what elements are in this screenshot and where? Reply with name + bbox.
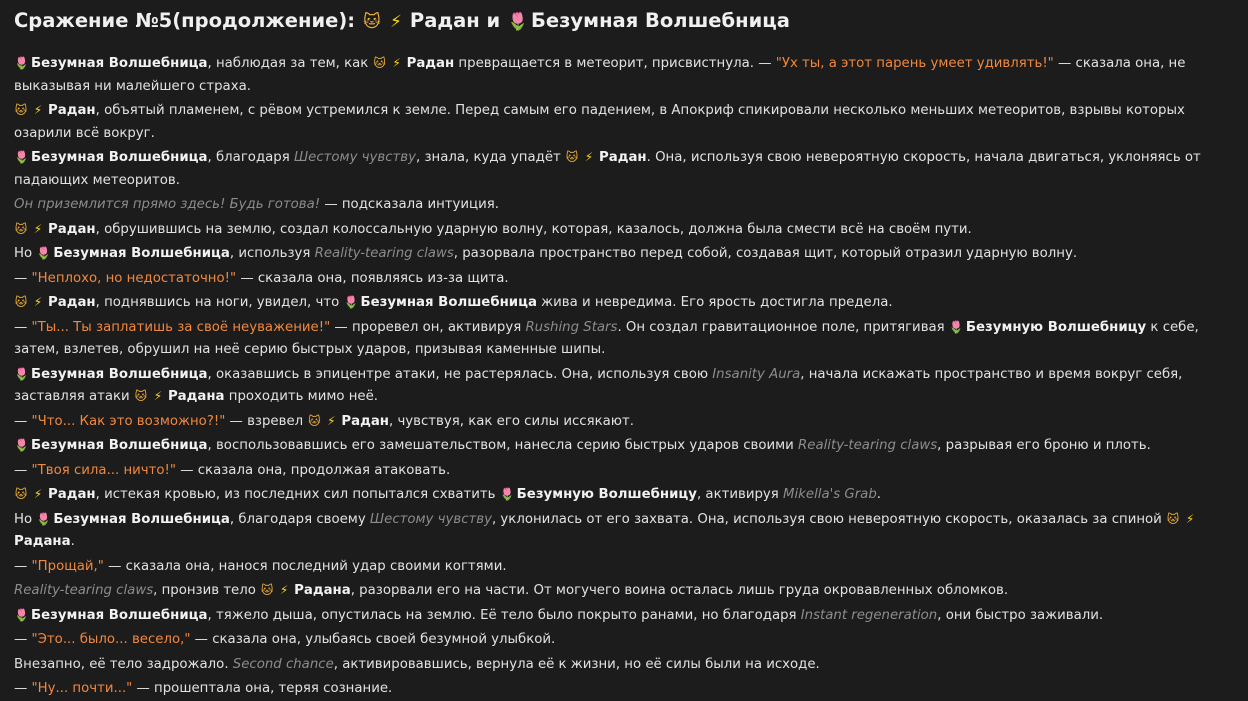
character-radan: Радан xyxy=(48,221,96,237)
story-paragraph xyxy=(14,268,1234,291)
story-paragraph xyxy=(14,678,1234,701)
story-body xyxy=(14,53,1234,701)
story-paragraph xyxy=(14,411,1234,434)
story-paragraph xyxy=(14,194,1234,217)
tulip-icon: 🌷 xyxy=(948,319,964,334)
cat-icon: 🐱 xyxy=(14,487,28,501)
narration-text: , активировавшись, вернула её к жизни, но её силы были на исходе. xyxy=(333,656,820,672)
story-paragraph xyxy=(14,147,1234,192)
character-radan: Радан xyxy=(341,413,389,429)
narration-text: , уклонилась от его захвата. Она, используя свою невероятную скорость, оказалась за спиной xyxy=(491,511,1167,527)
tulip-icon: 🌷 xyxy=(14,56,29,70)
cat-icon: 🐱 xyxy=(373,56,386,70)
narration-text: — xyxy=(14,632,32,647)
character-witch: Безумная Волшебница xyxy=(31,438,208,453)
lightning-icon: ⚡ xyxy=(1185,511,1195,526)
narration-text: — xyxy=(14,681,32,696)
skill-italic: Reality-tearing claws xyxy=(314,246,454,261)
lightning-icon: ⚡ xyxy=(327,413,336,428)
narration-text: превращается в метеорит, присвистнула. — xyxy=(454,56,776,71)
narration-text: , оказавшись в эпицентре атаки, не растерялась. Она, используя свою xyxy=(207,366,713,382)
narration-text: — сказала она, появляясь из-за щита. xyxy=(236,270,509,286)
story-paragraph xyxy=(14,292,1234,315)
title-prefix: Сражение №5(продолжение): xyxy=(14,9,356,32)
narration-text: , благодаря xyxy=(207,150,294,165)
skill-italic: Он приземлится прямо здесь! Будь готова! xyxy=(14,197,321,212)
tulip-icon: 🌷 xyxy=(499,487,515,501)
narration-text: — взревел xyxy=(225,413,308,429)
story-paragraph xyxy=(14,509,1234,554)
title-and: и xyxy=(486,9,501,32)
cat-icon: 🐱 xyxy=(134,389,148,403)
narration-text: — сказала она, продолжая атаковать. xyxy=(176,462,451,478)
character-witch: Безумная Волшебница xyxy=(31,150,208,165)
narration-text: — проревел он, активируя xyxy=(330,319,526,335)
narration-text: , они быстро заживали. xyxy=(937,607,1104,623)
narration-text: , разорвала пространство перед собой, создавая щит, который отразил ударную волну. xyxy=(453,246,1078,261)
narration-text: , чувствуя, как его силы иссякают. xyxy=(388,413,634,429)
story-paragraph xyxy=(14,53,1234,98)
character-radan: Радан xyxy=(48,295,96,310)
narration-text: Но xyxy=(14,246,37,261)
narration-text: — xyxy=(14,413,32,429)
dialogue-quote: "Ух ты, а этот парень умеет удивлять!" xyxy=(775,56,1054,71)
character-witch: Безумная Волшебница xyxy=(360,295,537,310)
cat-icon: 🐱 xyxy=(308,413,321,428)
lightning-icon: ⚡ xyxy=(33,295,43,309)
character-witch: Безумную Волшебницу xyxy=(965,319,1147,335)
narration-text: . Он создал гравитационное поле, притягивая xyxy=(617,319,949,335)
story-paragraph xyxy=(14,364,1234,409)
narration-text: , обрушившись на землю, создал колоссальную ударную волну, которая, казалось, должна была смести всё на своём пути. xyxy=(95,221,972,237)
cat-icon: 🐱 xyxy=(14,221,28,236)
story-paragraph xyxy=(14,243,1234,266)
character-radan: Радан xyxy=(599,150,647,165)
story-paragraph xyxy=(14,100,1234,145)
narration-text: , пронзив тело xyxy=(153,583,261,598)
lightning-icon: ⚡ xyxy=(279,583,289,597)
cat-icon: 🐱 xyxy=(14,295,28,309)
story-paragraph xyxy=(14,317,1234,362)
character-radan: Радан xyxy=(406,56,455,71)
narration-text: , разорвали его на части. От могучего воина осталась лишь груда окровавленных обломков. xyxy=(350,583,1009,598)
story-paragraph xyxy=(14,435,1234,458)
lightning-icon: ⚡ xyxy=(153,389,163,403)
narration-text: , воспользовавшись его замешательством, нанесла серию быстрых ударов своими xyxy=(207,438,799,453)
character-witch: Безумная Волшебница xyxy=(31,56,208,71)
narration-text: . xyxy=(70,534,75,549)
tulip-icon: 🌷 xyxy=(343,295,359,309)
dialogue-quote: "Что... Как это возможно?!" xyxy=(31,413,226,429)
skill-italic: Reality-tearing claws xyxy=(14,583,154,598)
story-paragraph xyxy=(14,484,1234,507)
narration-text: — подсказала интуиция. xyxy=(320,197,499,212)
narration-text: — прошептала она, теряя сознание. xyxy=(132,681,393,696)
story-paragraph xyxy=(14,580,1234,603)
cat-icon: 🐱 xyxy=(565,150,579,164)
character-radan: Радан xyxy=(48,103,96,118)
story-paragraph xyxy=(14,605,1234,628)
tulip-icon: 🌷 xyxy=(14,150,29,164)
narration-text: — xyxy=(14,462,32,478)
skill-italic: Шестому чувству xyxy=(369,511,492,527)
narration-text: , разрывая его броню и плоть. xyxy=(937,438,1151,453)
narration-text: , истекая кровью, из последних сил попытался схватить xyxy=(95,487,500,502)
narration-text: жива и невредима. Его ярость достигла предела. xyxy=(536,295,893,310)
skill-italic: Reality-tearing claws xyxy=(798,438,938,453)
character-witch: Безумная Волшебница xyxy=(31,366,208,382)
narration-text: — сказала она, улыбаясь своей безумной улыбкой. xyxy=(190,632,556,647)
cat-icon: 🐱 xyxy=(1166,511,1180,526)
character-witch: Безумную Волшебницу xyxy=(516,487,697,502)
skill-italic: Instant regeneration xyxy=(800,607,938,623)
character-radan: Радана xyxy=(167,389,225,404)
character-witch: Безумная Волшебница xyxy=(31,607,208,623)
skill-italic: Rushing Stars xyxy=(525,319,618,335)
skill-italic: Second chance xyxy=(232,656,334,672)
cat-icon: 🐱 xyxy=(14,103,28,117)
dialogue-quote: "Ты... Ты заплатишь за своё неуважение!" xyxy=(31,319,331,335)
narration-text: . xyxy=(876,487,882,502)
narration-text: , знала, куда упадёт xyxy=(416,150,565,165)
tulip-icon: 🌷 xyxy=(36,511,52,526)
narration-text: , поднявшись на ноги, увидел, что xyxy=(95,295,344,310)
dialogue-quote: "Неплохо, но недостаточно!" xyxy=(31,270,237,286)
tulip-icon: 🌷 xyxy=(14,438,29,452)
story-paragraph xyxy=(14,460,1234,483)
dialogue-quote: "Ну... почти..." xyxy=(31,681,133,696)
story-paragraph xyxy=(14,654,1234,677)
narration-text: , активируя xyxy=(696,487,784,502)
lightning-icon: ⚡ xyxy=(584,150,594,164)
narration-text: , тяжело дыша, опустилась на землю. Её тело было покрыто ранами, но благодаря xyxy=(207,607,801,623)
narration-text: , наблюдая за тем, как xyxy=(207,56,373,71)
lightning-icon: ⚡ xyxy=(33,103,43,117)
character-radan: Радан xyxy=(48,487,96,502)
narration-text: — xyxy=(14,558,32,574)
lightning-icon: ⚡ xyxy=(389,12,402,32)
cat-icon: 🐱 xyxy=(260,583,274,597)
narration-text: к себе, затем, взлетев, обрушил на неё серию быстрых ударов, призывая каменные шипы. xyxy=(14,319,1199,357)
character-witch: Безумная Волшебница xyxy=(53,246,230,261)
title-witch: Безумная Волшебница xyxy=(531,9,790,32)
story-paragraph xyxy=(14,629,1234,652)
tulip-icon: 🌷 xyxy=(14,607,29,622)
narration-text: — xyxy=(14,319,32,335)
narration-text: Но xyxy=(14,511,37,527)
story-paragraph xyxy=(14,219,1234,242)
dialogue-quote: "Это... было... весело," xyxy=(31,632,191,647)
narration-text: — сказала она, нанося последний удар своими когтями. xyxy=(103,558,507,574)
lightning-icon: ⚡ xyxy=(33,221,43,236)
tulip-icon: 🌷 xyxy=(36,246,52,260)
dialogue-quote: "Прощай," xyxy=(31,558,104,574)
lightning-icon: ⚡ xyxy=(392,56,401,70)
character-radan: Радана xyxy=(14,534,71,549)
page-title xyxy=(14,6,1234,36)
skill-italic: Шестому чувству xyxy=(293,150,416,165)
dialogue-quote: "Твоя сила... ничто!" xyxy=(31,462,176,478)
lightning-icon: ⚡ xyxy=(33,487,43,501)
skill-italic: Insanity Aura xyxy=(712,366,801,382)
character-witch: Безумная Волшебница xyxy=(53,511,230,527)
narration-text: — сказала она, не выказывая ни малейшего страха. xyxy=(14,56,1186,94)
narration-text: . Она, используя свою невероятную скорость, начала двигаться, уклоняясь от падающих метеоритов. xyxy=(14,150,1201,188)
narration-text: проходить мимо неё. xyxy=(224,389,379,404)
title-radan: Радан xyxy=(409,9,480,32)
narration-text: , используя xyxy=(229,246,315,261)
narration-text: , благодаря своему xyxy=(229,511,370,527)
story-paragraph xyxy=(14,556,1234,579)
narration-text: , объятый пламенем, с рёвом устремился к земле. Перед самым его падением, в Апокриф спикировали несколько меньших метеоритов, взрывы которых озарили всё вокруг. xyxy=(14,103,1185,141)
narration-text: Внезапно, её тело задрожало. xyxy=(14,656,233,672)
narration-text: — xyxy=(14,270,32,286)
tulip-icon: 🌷 xyxy=(14,366,29,381)
skill-italic: Mikella's Grab xyxy=(783,487,877,502)
character-radan: Радана xyxy=(294,583,351,598)
narration-text: , начала искажать пространство и время вокруг себя, заставляя атаки xyxy=(14,366,1183,404)
tulip-icon: 🌷 xyxy=(507,12,529,32)
cat-icon: 🐱 xyxy=(363,12,381,32)
